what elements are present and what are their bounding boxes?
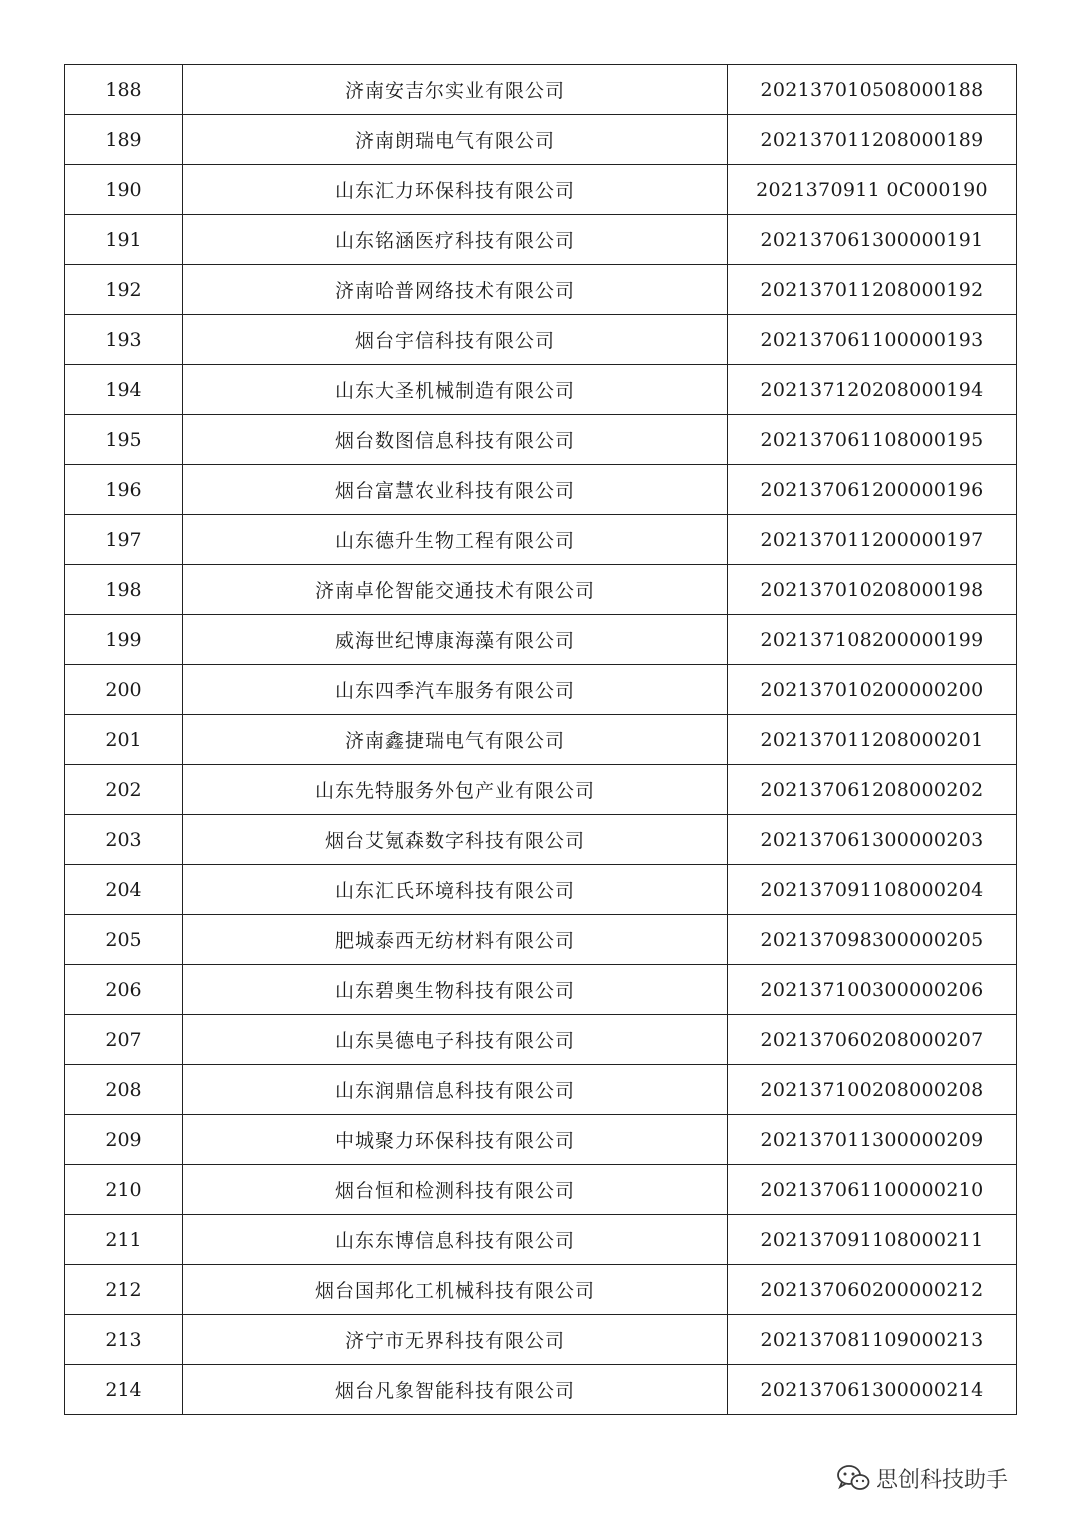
table-row <box>65 665 1017 715</box>
row-number: 205 <box>65 915 183 965</box>
company-name: 山东润鼎信息科技有限公司 <box>183 1065 728 1115</box>
table-row <box>65 565 1017 615</box>
company-name: 烟台数图信息科技有限公司 <box>183 415 728 465</box>
row-number: 202 <box>65 765 183 815</box>
company-name: 烟台恒和检测科技有限公司 <box>183 1165 728 1215</box>
table-row <box>65 415 1017 465</box>
registration-code: 202137010508000188 <box>728 65 1017 115</box>
wechat-icon <box>836 1464 870 1492</box>
row-number: 199 <box>65 615 183 665</box>
registration-code: 202137091108000211 <box>728 1215 1017 1265</box>
row-number: 204 <box>65 865 183 915</box>
row-number: 192 <box>65 265 183 315</box>
table-row <box>65 1165 1017 1215</box>
row-number: 214 <box>65 1365 183 1415</box>
watermark-text: 思创科技助手 <box>876 1467 1009 1493</box>
table-row <box>65 965 1017 1015</box>
table-row <box>65 315 1017 365</box>
row-number: 206 <box>65 965 183 1015</box>
company-name: 山东碧奥生物科技有限公司 <box>183 965 728 1015</box>
row-number: 189 <box>65 115 183 165</box>
company-name: 济宁市无界科技有限公司 <box>183 1315 728 1365</box>
row-number: 211 <box>65 1215 183 1265</box>
company-name: 济南朗瑞电气有限公司 <box>183 115 728 165</box>
company-name: 山东汇氏环境科技有限公司 <box>183 865 728 915</box>
row-number: 193 <box>65 315 183 365</box>
company-name: 山东先特服务外包产业有限公司 <box>183 765 728 815</box>
registration-code: 202137011208000189 <box>728 115 1017 165</box>
table-row <box>65 1365 1017 1415</box>
row-number: 200 <box>65 665 183 715</box>
row-number: 209 <box>65 1115 183 1165</box>
company-name: 山东昊德电子科技有限公司 <box>183 1015 728 1065</box>
company-name: 山东东博信息科技有限公司 <box>183 1215 728 1265</box>
row-number: 190 <box>65 165 183 215</box>
registration-code: 202137100300000206 <box>728 965 1017 1015</box>
registration-code: 202137120208000194 <box>728 365 1017 415</box>
company-name: 济南卓伦智能交通技术有限公司 <box>183 565 728 615</box>
table-row <box>65 265 1017 315</box>
registration-code: 202137061100000210 <box>728 1165 1017 1215</box>
table-row <box>65 865 1017 915</box>
row-number: 201 <box>65 715 183 765</box>
table-row <box>65 715 1017 765</box>
table-row <box>65 765 1017 815</box>
row-number: 196 <box>65 465 183 515</box>
registration-code: 202137061300000191 <box>728 215 1017 265</box>
table-row <box>65 215 1017 265</box>
table-row <box>65 1115 1017 1165</box>
table-row <box>65 65 1017 115</box>
company-name: 济南鑫捷瑞电气有限公司 <box>183 715 728 765</box>
registration-code: 202137108200000199 <box>728 615 1017 665</box>
row-number: 203 <box>65 815 183 865</box>
registration-code: 202137098300000205 <box>728 915 1017 965</box>
row-number: 195 <box>65 415 183 465</box>
company-name: 烟台富慧农业科技有限公司 <box>183 465 728 515</box>
registration-code: 202137061208000202 <box>728 765 1017 815</box>
registration-code: 202137011208000192 <box>728 265 1017 315</box>
row-number: 197 <box>65 515 183 565</box>
row-number: 210 <box>65 1165 183 1215</box>
company-table <box>64 64 1017 1415</box>
company-table-body <box>65 65 1017 1415</box>
company-name: 烟台国邦化工机械科技有限公司 <box>183 1265 728 1315</box>
row-number: 198 <box>65 565 183 615</box>
registration-code: 202137061300000214 <box>728 1365 1017 1415</box>
registration-code: 202137011208000201 <box>728 715 1017 765</box>
registration-code: 202137011200000197 <box>728 515 1017 565</box>
table-row <box>65 165 1017 215</box>
company-list-sheet <box>64 64 1015 1415</box>
row-number: 207 <box>65 1015 183 1065</box>
registration-code: 202137061200000196 <box>728 465 1017 515</box>
table-row <box>65 515 1017 565</box>
wechat-watermark <box>836 1458 1008 1498</box>
company-name: 肥城泰西无纺材料有限公司 <box>183 915 728 965</box>
registration-code: 202137010200000200 <box>728 665 1017 715</box>
company-name: 烟台宇信科技有限公司 <box>183 315 728 365</box>
registration-code: 202137010208000198 <box>728 565 1017 615</box>
table-row <box>65 1315 1017 1365</box>
row-number: 213 <box>65 1315 183 1365</box>
table-row <box>65 915 1017 965</box>
company-name: 山东德升生物工程有限公司 <box>183 515 728 565</box>
company-name: 烟台凡象智能科技有限公司 <box>183 1365 728 1415</box>
registration-code: 202137011300000209 <box>728 1115 1017 1165</box>
table-row <box>65 1215 1017 1265</box>
table-row <box>65 615 1017 665</box>
company-name: 中城聚力环保科技有限公司 <box>183 1115 728 1165</box>
registration-code: 202137100208000208 <box>728 1065 1017 1115</box>
table-row <box>65 365 1017 415</box>
registration-code: 2021370911 0C000190 <box>728 165 1017 215</box>
company-name: 山东铭涵医疗科技有限公司 <box>183 215 728 265</box>
row-number: 194 <box>65 365 183 415</box>
row-number: 208 <box>65 1065 183 1115</box>
company-name: 威海世纪博康海藻有限公司 <box>183 615 728 665</box>
table-row <box>65 815 1017 865</box>
table-row <box>65 1015 1017 1065</box>
row-number: 188 <box>65 65 183 115</box>
table-row <box>65 115 1017 165</box>
company-name: 济南哈普网络技术有限公司 <box>183 265 728 315</box>
row-number: 212 <box>65 1265 183 1315</box>
table-row <box>65 1265 1017 1315</box>
company-name: 山东四季汽车服务有限公司 <box>183 665 728 715</box>
table-row <box>65 465 1017 515</box>
table-row <box>65 1065 1017 1115</box>
registration-code: 202137091108000204 <box>728 865 1017 915</box>
registration-code: 202137081109000213 <box>728 1315 1017 1365</box>
registration-code: 202137060208000207 <box>728 1015 1017 1065</box>
company-name: 山东汇力环保科技有限公司 <box>183 165 728 215</box>
registration-code: 202137061108000195 <box>728 415 1017 465</box>
registration-code: 202137061300000203 <box>728 815 1017 865</box>
company-name: 山东大圣机械制造有限公司 <box>183 365 728 415</box>
company-name: 烟台艾氪森数字科技有限公司 <box>183 815 728 865</box>
registration-code: 202137061100000193 <box>728 315 1017 365</box>
company-name: 济南安吉尔实业有限公司 <box>183 65 728 115</box>
row-number: 191 <box>65 215 183 265</box>
registration-code: 202137060200000212 <box>728 1265 1017 1315</box>
